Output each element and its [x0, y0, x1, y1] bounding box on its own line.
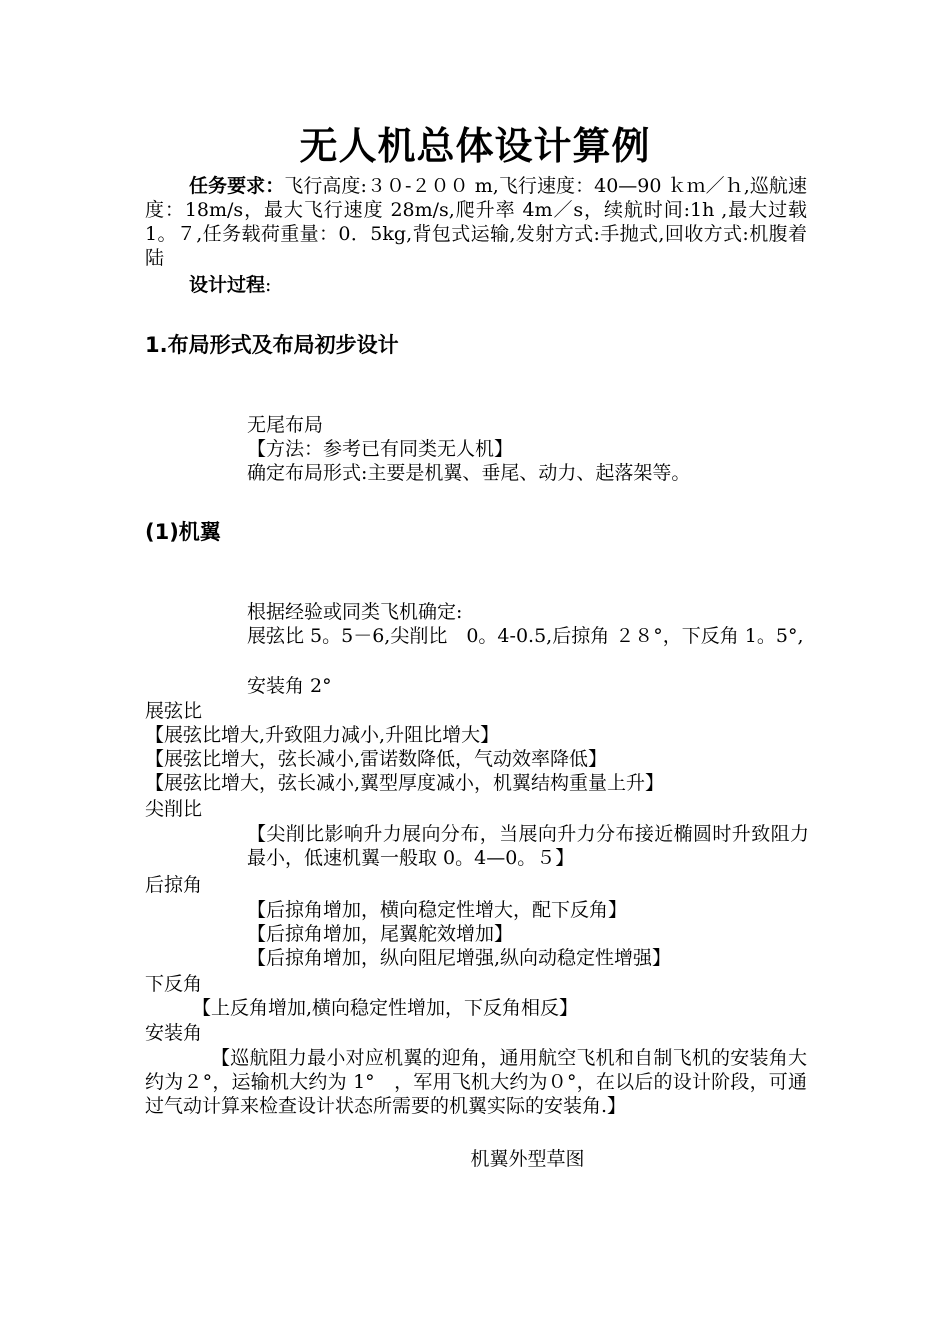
dihedral-note: 【上反角增加,横向稳定性增加，下反角相反】	[192, 997, 579, 1019]
section-heading-wing: (1)机翼	[145, 520, 221, 544]
sweep-note-3: 【后掠角增加，纵向阻尼增强,纵向动稳定性增强】	[247, 947, 672, 969]
aspect-note-1: 【展弦比增大,升致阻力减小,升阻比增大】	[145, 724, 500, 746]
design-process-colon: :	[265, 274, 272, 296]
wing-basis: 根据经验或同类飞机确定:	[247, 601, 463, 623]
dihedral-label: 下反角	[145, 973, 203, 995]
taper-note: 【尖削比影响升力展向分布，当展向升力分布接近椭圆时升致阻力最小，低速机翼一般取 0。4—0。５】	[247, 823, 809, 869]
layout-line-3: 确定布局形式:主要是机翼、垂尾、动力、起落架等。	[247, 462, 691, 484]
document-title: 无人机总体设计算例	[299, 124, 651, 168]
design-process-line	[189, 273, 271, 297]
wing-params: 展弦比 5。5－6,尖削比 0。4-0.5,后掠角 ２８°，下反角 1。5°,	[247, 625, 804, 647]
task-text: 飞行高度:３０-２００ m,飞行速度：40—90 ｋｍ／ｈ,巡航速度：18m/s，最大飞行速度 28m/s,爬升率 4m／s，续航时间:1h ,最大过载 1。７,任务载荷重量：0．5kg,背包式运输,发射方式:手抛式,回收方式:机腹着陆	[145, 175, 807, 269]
task-label: 任务要求：	[189, 175, 285, 197]
sweep-label: 后掠角	[145, 874, 203, 896]
design-process-label: 设计过程	[189, 274, 266, 296]
section-heading-layout: 1.布局形式及布局初步设计	[145, 333, 399, 357]
aspect-ratio-label: 展弦比	[145, 700, 203, 722]
sweep-note-2: 【后掠角增加，尾翼舵效增加】	[247, 923, 514, 945]
wing-sketch-caption: 机翼外型草图	[470, 1148, 585, 1170]
incidence-note: 【巡航阻力最小对应机翼的迎角，通用航空飞机和自制飞机的安装角大约为２°，运输机大约为 1° ，军用飞机大约为０°，在以后的设计阶段，可通过气动计算来检查设计状态所需要的机翼实际的安装角.】	[145, 1047, 807, 1117]
wing-install: 安装角 2°	[247, 675, 332, 697]
incidence-label: 安装角	[145, 1022, 203, 1044]
aspect-note-3: 【展弦比增大，弦长减小,翼型厚度减小，机翼结构重量上升】	[145, 772, 665, 794]
layout-line-1: 无尾布局	[247, 414, 324, 436]
layout-line-2: 【方法：参考已有同类无人机】	[247, 438, 514, 460]
taper-ratio-label: 尖削比	[145, 798, 203, 820]
aspect-note-2: 【展弦比增大，弦长减小,雷诺数降低，气动效率降低】	[145, 748, 608, 770]
task-requirements	[145, 174, 807, 270]
sweep-note-1: 【后掠角增加，横向稳定性增大，配下反角】	[247, 899, 628, 921]
